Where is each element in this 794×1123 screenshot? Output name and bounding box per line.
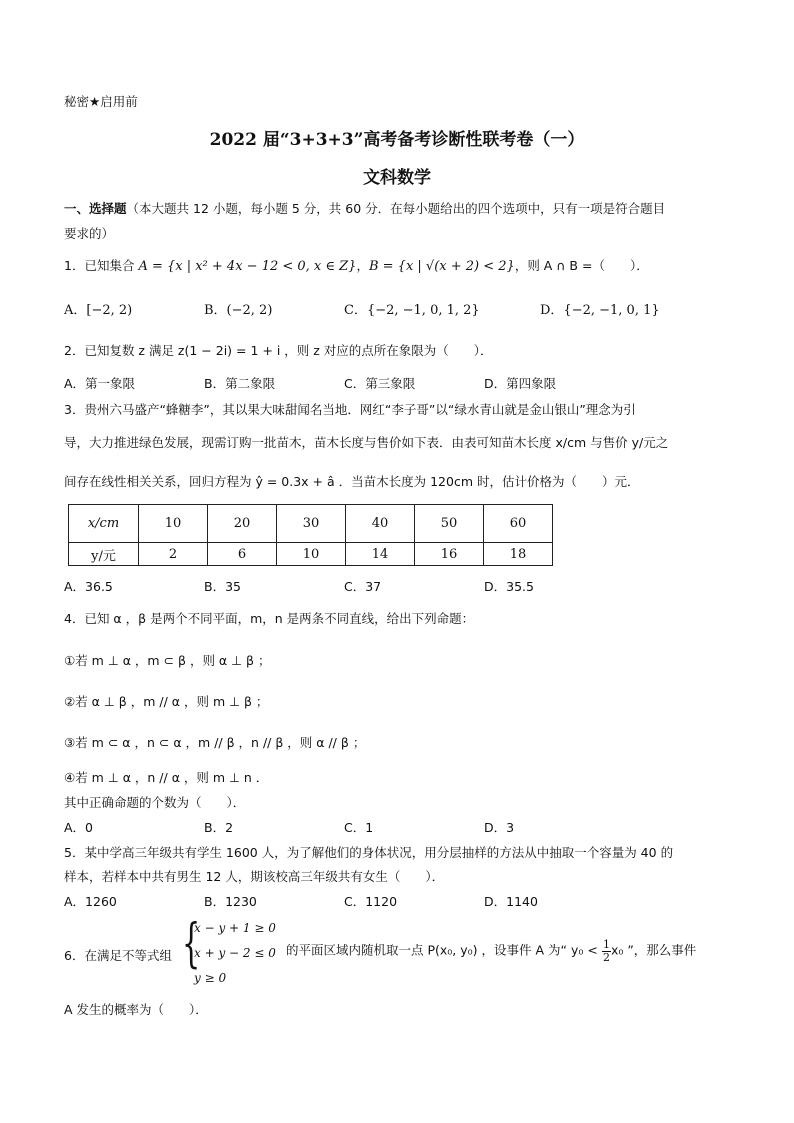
table-cell: 10 bbox=[277, 543, 346, 566]
q6-ineq-2: x + y − 2 ≤ 0 bbox=[194, 946, 276, 960]
q6-tail-line bbox=[286, 939, 696, 963]
q3-line2: 导，大力推进绿色发展，现需订购一批苗木，苗木长度与售价如下表．由表可知苗木长度 x/cm 与售价 y/元之 bbox=[64, 435, 669, 450]
section-desc-line2: 要求的） bbox=[64, 226, 115, 241]
q4-proposition-4: ④若 m ⊥ α ，n // α ，则 m ⊥ n ． bbox=[64, 770, 269, 785]
fraction-numerator: 1 bbox=[602, 938, 610, 951]
q6-ineq-3: y ≥ 0 bbox=[194, 971, 227, 985]
table-cell: 18 bbox=[484, 543, 553, 566]
q4-option-a[interactable]: A．0 bbox=[64, 820, 94, 835]
q2-option-b[interactable]: B．第二象限 bbox=[204, 376, 276, 391]
q4-ask: 其中正确命题的个数为（ ）． bbox=[64, 795, 246, 810]
q6-line2: A 发生的概率为（ ）． bbox=[64, 1002, 208, 1017]
q2-stem: 2．已知复数 z 满足 z(1 − 2i) = 1 + i ，则 z 对应的点所在象限为（ ）． bbox=[64, 343, 493, 358]
q1-stem bbox=[64, 256, 649, 274]
table-cell: 20 bbox=[208, 505, 277, 543]
q2-option-c[interactable]: C．第三象限 bbox=[344, 376, 416, 391]
q5-option-a[interactable]: A．1260 bbox=[64, 894, 117, 909]
q5-option-d[interactable]: D．1140 bbox=[484, 894, 538, 909]
table-cell: 30 bbox=[277, 505, 346, 543]
q5-option-c[interactable]: C．1120 bbox=[344, 894, 398, 909]
q4-stem: 4．已知 α ，β 是两个不同平面，m，n 是两条不同直线，给出下列命题： bbox=[64, 611, 475, 626]
q5-option-b[interactable]: B．1230 bbox=[204, 894, 257, 909]
exam-title: 2022 届“3+3+3”高考备考诊断性联考卷（一） bbox=[209, 130, 585, 150]
q5-line1: 5．某中学高三年级共有学生 1600 人，为了解他们的身体状况，用分层抽样的方法从中抽取一个容量为 40 的 bbox=[64, 845, 674, 860]
subject-title: 文科数学 bbox=[363, 168, 431, 188]
q1-option-b[interactable]: B．(−2, 2) bbox=[204, 303, 273, 318]
q1-stem-c: ，则 A ∩ B =（ ）． bbox=[514, 258, 649, 273]
q6-ineq-1: x − y + 1 ≥ 0 bbox=[194, 921, 276, 935]
q1-set-b: B = {x | √(x + 2) < 2} bbox=[368, 259, 515, 274]
q2-option-a[interactable]: A．第一象限 bbox=[64, 376, 136, 391]
table-cell: 50 bbox=[415, 505, 484, 543]
q4-option-c[interactable]: C．1 bbox=[344, 820, 374, 835]
q5-line2: 样本，若样本中共有男生 12 人，期该校高三年级共有女生（ ）． bbox=[64, 869, 445, 884]
q6-lead: 6．在满足不等式组 bbox=[64, 948, 172, 963]
q3-line1: 3．贵州六马盛产“蜂糖李”，其以果大味甜闻名当地．网红“李子哥”以“绿水青山就是金山银山”理念为引 bbox=[64, 402, 636, 417]
q3-option-b[interactable]: B．35 bbox=[204, 579, 241, 594]
table-cell: 2 bbox=[139, 543, 208, 566]
secret-label: 秘密★启用前 bbox=[64, 94, 138, 109]
table-cell: 6 bbox=[208, 543, 277, 566]
q4-proposition-1: ①若 m ⊥ α ，m ⊂ β ，则 α ⊥ β ； bbox=[64, 653, 271, 668]
q6-tail: x₀ ”，那么事件 bbox=[610, 942, 697, 958]
table-cell: 14 bbox=[346, 543, 415, 566]
table-cell: 10 bbox=[139, 505, 208, 543]
q3-option-a[interactable]: A．36.5 bbox=[64, 579, 113, 594]
section-desc-line1: （本大题共 12 小题，每小题 5 分，共 60 分．在每小题给出的四个选项中，只有一项是符合题目 bbox=[126, 201, 666, 216]
fraction-denominator: 2 bbox=[602, 950, 610, 964]
table-row bbox=[69, 543, 553, 566]
section-heading: 一、选择题 bbox=[64, 201, 127, 216]
q6-mid: 的平面区域内随机取一点 P(x₀, y₀) ，设事件 A 为“ y₀ < bbox=[286, 942, 598, 958]
q1-stem-a: 1．已知集合 bbox=[64, 258, 139, 273]
table-cell: 16 bbox=[415, 543, 484, 566]
table-row bbox=[69, 505, 553, 543]
q1-option-d[interactable]: D．{−2, −1, 0, 1} bbox=[540, 303, 660, 318]
table-cell: 60 bbox=[484, 505, 553, 543]
table-cell: 40 bbox=[346, 505, 415, 543]
q3-option-d[interactable]: D．35.5 bbox=[484, 579, 534, 594]
q3-data-table bbox=[68, 504, 553, 566]
q2-option-d[interactable]: D．第四象限 bbox=[484, 376, 557, 391]
table-header-y: y/元 bbox=[69, 543, 139, 566]
q4-proposition-3: ③若 m ⊂ α ，n ⊂ α ，m // β ，n // β ，则 α // β ； bbox=[64, 735, 366, 750]
section-intro bbox=[64, 199, 665, 217]
q1-stem-b: ， bbox=[356, 258, 369, 273]
q4-option-b[interactable]: B．2 bbox=[204, 820, 234, 835]
q3-line3: 间存在线性相关关系，回归方程为 ŷ = 0.3x + â ．当苗木长度为 120cm 时，估计价格为（ ）元． bbox=[64, 474, 640, 489]
table-header-x: x/cm bbox=[69, 505, 139, 543]
q1-option-c[interactable]: C．{−2, −1, 0, 1, 2} bbox=[344, 303, 480, 318]
q4-option-d[interactable]: D．3 bbox=[484, 820, 515, 835]
brace-icon: { bbox=[182, 914, 201, 974]
q4-proposition-2: ②若 α ⊥ β ，m // α ，则 m ⊥ β ； bbox=[64, 694, 269, 709]
q1-option-a[interactable]: A．[−2, 2) bbox=[64, 303, 133, 318]
q1-set-a: A = {x | x² + 4x − 12 < 0, x ∈ Z} bbox=[138, 259, 357, 274]
q3-option-c[interactable]: C．37 bbox=[344, 579, 382, 594]
q6-fraction bbox=[602, 939, 611, 963]
